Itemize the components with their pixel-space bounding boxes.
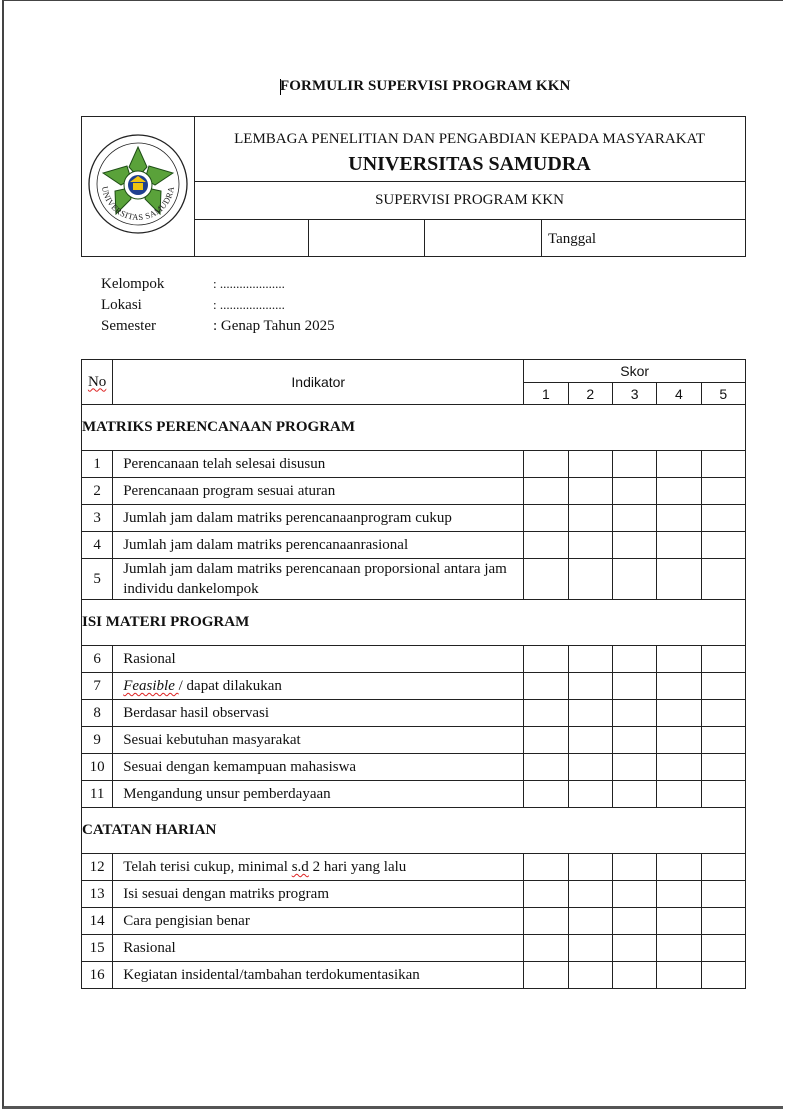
score-cell[interactable] [568, 754, 612, 781]
indicator-cell [113, 881, 524, 908]
score-cell[interactable] [657, 559, 701, 600]
indicator-cell [113, 646, 524, 673]
score-cell[interactable] [568, 673, 612, 700]
score-cell[interactable] [657, 881, 701, 908]
indicator-cell [113, 451, 524, 478]
indicator-cell [113, 505, 524, 532]
score-cell[interactable] [701, 532, 745, 559]
logo-ring-text: UNIVERSITAS SAMUDRA [99, 185, 177, 223]
row-number: 11 [82, 781, 113, 808]
indicator-cell [113, 781, 524, 808]
score-cell[interactable] [657, 532, 701, 559]
row-number: 4 [82, 532, 113, 559]
score-cell[interactable] [524, 781, 568, 808]
indicator-text: Isi sesuai dengan matriks program [123, 886, 329, 902]
row-number: 13 [82, 881, 113, 908]
indicator-text: Rasional [123, 940, 176, 956]
table-row [82, 727, 746, 754]
score-cell[interactable] [524, 881, 568, 908]
score-cell[interactable] [524, 908, 568, 935]
row-number: 12 [82, 854, 113, 881]
header-table [81, 116, 746, 257]
score-cell[interactable] [612, 908, 656, 935]
score-cell[interactable] [524, 559, 568, 600]
score-cell[interactable] [568, 532, 612, 559]
score-cell[interactable] [701, 908, 745, 935]
indicator-cell [113, 559, 524, 600]
score-cell[interactable] [701, 559, 745, 600]
score-cell[interactable] [701, 962, 745, 989]
row-number: 14 [82, 908, 113, 935]
score-cell[interactable] [524, 505, 568, 532]
indicator-cell [113, 854, 524, 881]
row-number: 15 [82, 935, 113, 962]
score-cell[interactable] [568, 854, 612, 881]
score-cell[interactable] [701, 700, 745, 727]
score-cell[interactable] [524, 754, 568, 781]
location-label: Lokasi [101, 297, 142, 313]
score-cell[interactable] [568, 908, 612, 935]
column-header-indicator: Indikator [113, 360, 524, 405]
score-cell[interactable] [568, 505, 612, 532]
indicator-text: Sesuai dengan kemampuan mahasiswa [123, 759, 357, 775]
group-label: Kelompok [101, 276, 165, 292]
score-cell[interactable] [612, 854, 656, 881]
score-cell[interactable] [657, 673, 701, 700]
row-number: 10 [82, 754, 113, 781]
table-row [82, 781, 746, 808]
score-cell[interactable] [568, 559, 612, 600]
score-level-header: 3 [612, 383, 656, 405]
university-name: UNIVERSITAS SAMUDRA [348, 153, 591, 175]
score-cell[interactable] [568, 451, 612, 478]
indicator-cell [113, 532, 524, 559]
score-level-header: 1 [524, 383, 568, 405]
score-cell[interactable] [612, 559, 656, 600]
row-number: 6 [82, 646, 113, 673]
score-cell[interactable] [524, 673, 568, 700]
score-cell[interactable] [524, 646, 568, 673]
score-cell[interactable] [701, 754, 745, 781]
table-row [82, 673, 746, 700]
score-cell[interactable] [568, 700, 612, 727]
score-cell[interactable] [657, 962, 701, 989]
indicator-text: Telah terisi cukup, minimal s.d 2 hari yang lalu [123, 859, 407, 875]
indicator-text: Sesuai kebutuhan masyarakat [123, 732, 301, 748]
indicator-cell [113, 754, 524, 781]
score-cell[interactable] [701, 478, 745, 505]
score-cell[interactable] [568, 478, 612, 505]
score-cell[interactable] [524, 451, 568, 478]
indicator-cell [113, 700, 524, 727]
score-cell[interactable] [524, 962, 568, 989]
score-cell[interactable] [701, 854, 745, 881]
score-cell[interactable] [701, 505, 745, 532]
table-row [82, 451, 746, 478]
score-cell[interactable] [701, 781, 745, 808]
university-logo-icon [87, 133, 189, 235]
score-cell[interactable] [612, 881, 656, 908]
score-cell[interactable] [701, 727, 745, 754]
score-cell[interactable] [612, 451, 656, 478]
indicator-cell [113, 908, 524, 935]
section-title: ISI MATERI PROGRAM [82, 600, 746, 646]
score-cell[interactable] [568, 646, 612, 673]
score-cell[interactable] [612, 646, 656, 673]
header-blank-cell [309, 220, 425, 256]
section-row [82, 600, 746, 646]
table-row [82, 478, 746, 505]
score-cell[interactable] [524, 478, 568, 505]
row-number: 16 [82, 962, 113, 989]
indicator-text: Perencanaan program sesuai aturan [123, 483, 336, 499]
score-cell[interactable] [612, 532, 656, 559]
score-cell[interactable] [524, 727, 568, 754]
logo-cell [82, 117, 195, 256]
score-cell[interactable] [657, 478, 701, 505]
score-cell[interactable] [657, 935, 701, 962]
indicator-text: Perencanaan telah selesai disusun [123, 456, 326, 472]
supervision-table [81, 359, 746, 989]
score-cell[interactable] [612, 962, 656, 989]
document-page [2, 0, 783, 1109]
table-row [82, 881, 746, 908]
row-number: 2 [82, 478, 113, 505]
score-cell[interactable] [612, 505, 656, 532]
score-cell[interactable] [612, 673, 656, 700]
section-title: CATATAN HARIAN [82, 808, 746, 854]
row-number: 1 [82, 451, 113, 478]
score-cell[interactable] [657, 754, 701, 781]
score-cell[interactable] [657, 781, 701, 808]
score-cell[interactable] [657, 451, 701, 478]
column-header-no: No [82, 360, 113, 405]
indicator-cell [113, 478, 524, 505]
score-cell[interactable] [524, 854, 568, 881]
score-cell[interactable] [701, 935, 745, 962]
indicator-text: Jumlah jam dalam matriks perencanaanrasional [123, 537, 409, 553]
semester-value: : Genap Tahun 2025 [213, 318, 335, 334]
score-cell[interactable] [612, 935, 656, 962]
indicator-cell [113, 673, 524, 700]
score-cell[interactable] [657, 908, 701, 935]
table-row [82, 908, 746, 935]
row-number: 8 [82, 700, 113, 727]
header-blank-cell [194, 220, 309, 256]
score-cell[interactable] [568, 962, 612, 989]
form-name: SUPERVISI PROGRAM KKN [375, 192, 564, 208]
score-level-header: 5 [701, 383, 745, 405]
score-cell[interactable] [612, 478, 656, 505]
score-cell[interactable] [701, 673, 745, 700]
table-row [82, 532, 746, 559]
score-cell[interactable] [524, 532, 568, 559]
semester-label: Semester [101, 318, 156, 334]
indicator-cell [113, 935, 524, 962]
score-cell[interactable] [524, 700, 568, 727]
section-row [82, 808, 746, 854]
table-row [82, 559, 746, 600]
row-number: 9 [82, 727, 113, 754]
indicator-cell [113, 727, 524, 754]
score-cell[interactable] [612, 700, 656, 727]
table-row [82, 505, 746, 532]
score-cell[interactable] [612, 727, 656, 754]
indicator-text: Cara pengisian benar [123, 913, 250, 929]
location-value[interactable]: : .................... [213, 297, 285, 312]
table-row [82, 962, 746, 989]
score-cell[interactable] [568, 727, 612, 754]
score-cell[interactable] [657, 505, 701, 532]
indicator-text: Rasional [123, 651, 176, 667]
table-row [82, 646, 746, 673]
score-cell[interactable] [657, 854, 701, 881]
score-cell[interactable] [701, 881, 745, 908]
score-cell[interactable] [701, 451, 745, 478]
table-row [82, 854, 746, 881]
table-row [82, 700, 746, 727]
document-title: FORMULIR SUPERVISI PROGRAM KKN [280, 78, 571, 94]
score-cell[interactable] [524, 935, 568, 962]
indicator-text: Kegiatan insidental/tambahan terdokumentasikan [123, 967, 420, 983]
indicator-text: Berdasar hasil observasi [123, 705, 270, 721]
table-row [82, 754, 746, 781]
score-cell[interactable] [568, 781, 612, 808]
score-level-header: 4 [657, 383, 701, 405]
indicator-text: Mengandung unsur pemberdayaan [123, 786, 331, 802]
score-cell[interactable] [701, 646, 745, 673]
score-cell[interactable] [612, 781, 656, 808]
indicator-text: Jumlah jam dalam matriks perencanaanprogram cukup [123, 510, 452, 526]
indicator-italic-text: Feasible [123, 678, 179, 694]
table-row [82, 935, 746, 962]
score-cell[interactable] [657, 646, 701, 673]
header-divider [194, 181, 745, 182]
column-header-score: Skor [524, 360, 746, 383]
row-number: 3 [82, 505, 113, 532]
row-number: 5 [82, 559, 113, 600]
group-value[interactable]: : .................... [213, 276, 285, 291]
section-row [82, 405, 746, 451]
indicator-cell [113, 962, 524, 989]
header-blank-cell [425, 220, 542, 256]
section-title: MATRIKS PERENCANAAN PROGRAM [82, 405, 746, 451]
row-number: 7 [82, 673, 113, 700]
indicator-text: / dapat dilakukan [178, 678, 282, 694]
score-cell[interactable] [568, 881, 612, 908]
score-cell[interactable] [657, 727, 701, 754]
score-cell[interactable] [568, 935, 612, 962]
institution-name: LEMBAGA PENELITIAN DAN PENGABDIAN KEPADA MASYARAKAT [234, 131, 705, 147]
date-label: Tanggal [548, 231, 597, 247]
score-cell[interactable] [657, 700, 701, 727]
score-level-header: 2 [568, 383, 612, 405]
score-cell[interactable] [612, 754, 656, 781]
indicator-text: Jumlah jam dalam matriks perencanaan proporsional antara jam individu dankelompok [123, 561, 507, 597]
